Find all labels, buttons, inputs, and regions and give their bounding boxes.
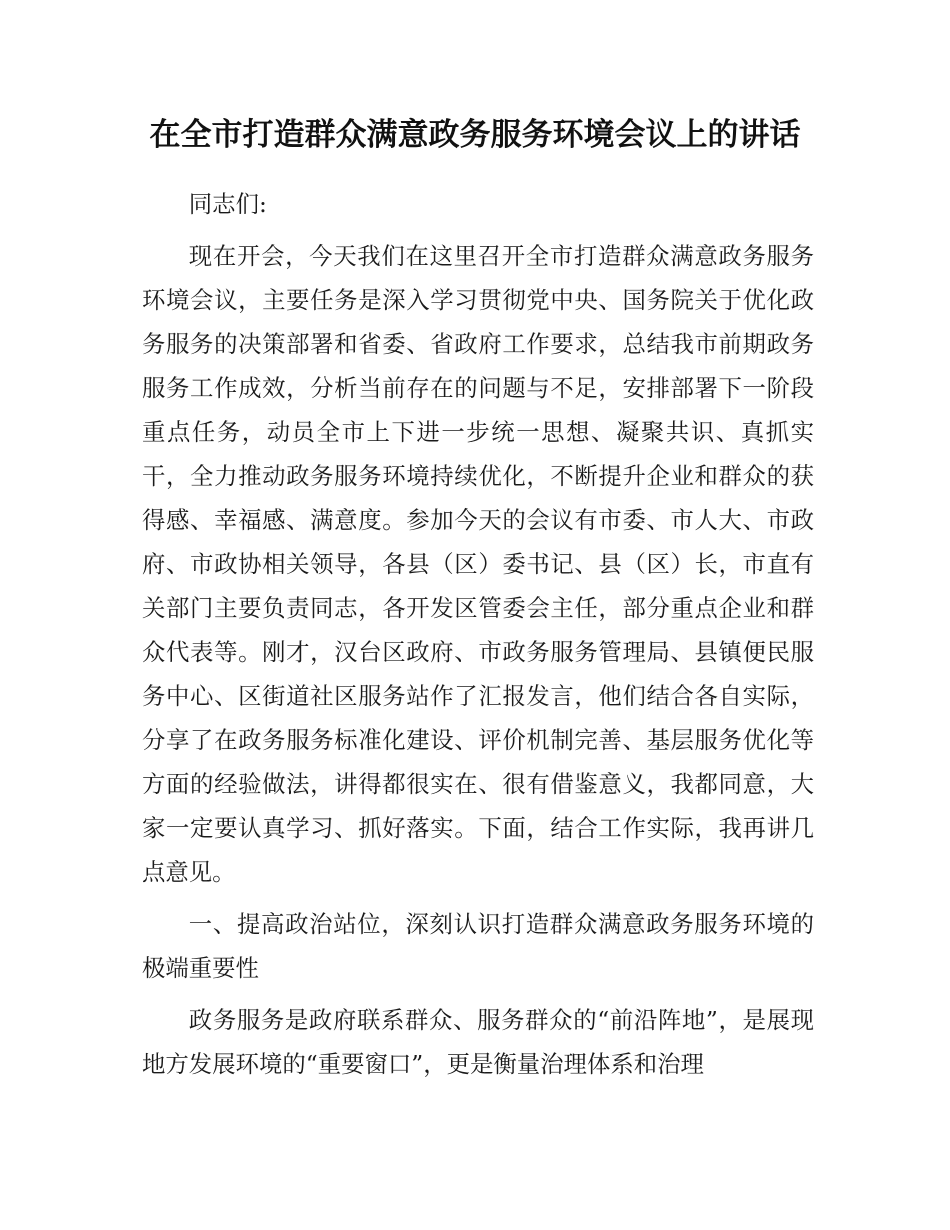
document-body bbox=[142, 182, 814, 1094]
paragraph-opening: 现在开会，今天我们在这里召开全市打造群众满意政务服务环境会议，主要任务是深入学习贯彻党中央、国务院关于优化政务服务的决策部署和省委、省政府工作要求，总结我市前期政务服务工作成效，分析当前存在的问题与不足，安排部署下一阶段重点任务，动员全市上下进一步统一思想、凝聚共识、真抓实干，全力推动政务服务环境持续优化，不断提升企业和群众的获得感、幸福感、满意度。参加今天的会议有市委、市人大、市政府、市政协相关领导，各县（区）委书记、县（区）长，市直有关部门主要负责同志，各开发区管委会主任，部分重点企业和群众代表等。刚才，汉台区政府、市政务服务管理局、县镇便民服务中心、区街道社区服务站作了汇报发言，他们结合各自实际，分享了在政务服务标准化建设、评价机制完善、基层服务优化等方面的经验做法，讲得都很实在、很有借鉴意义，我都同意，大家一定要认真学习、抓好落实。下面，结合工作实际，我再讲几点意见。 bbox=[142, 242, 814, 886]
section-heading-1: 一、提高政治站位，深刻认识打造群众满意政务服务环境的极端重要性 bbox=[142, 910, 814, 982]
document-title: 在全市打造群众满意政务服务环境会议上的讲话 bbox=[149, 117, 801, 153]
paragraph-section-1: 政务服务是政府联系群众、服务群众的“前沿阵地”，是展现地方发展环境的“重要窗口”，更是衡量治理体系和治理 bbox=[142, 1006, 814, 1078]
salutation: 同志们: bbox=[188, 190, 267, 218]
